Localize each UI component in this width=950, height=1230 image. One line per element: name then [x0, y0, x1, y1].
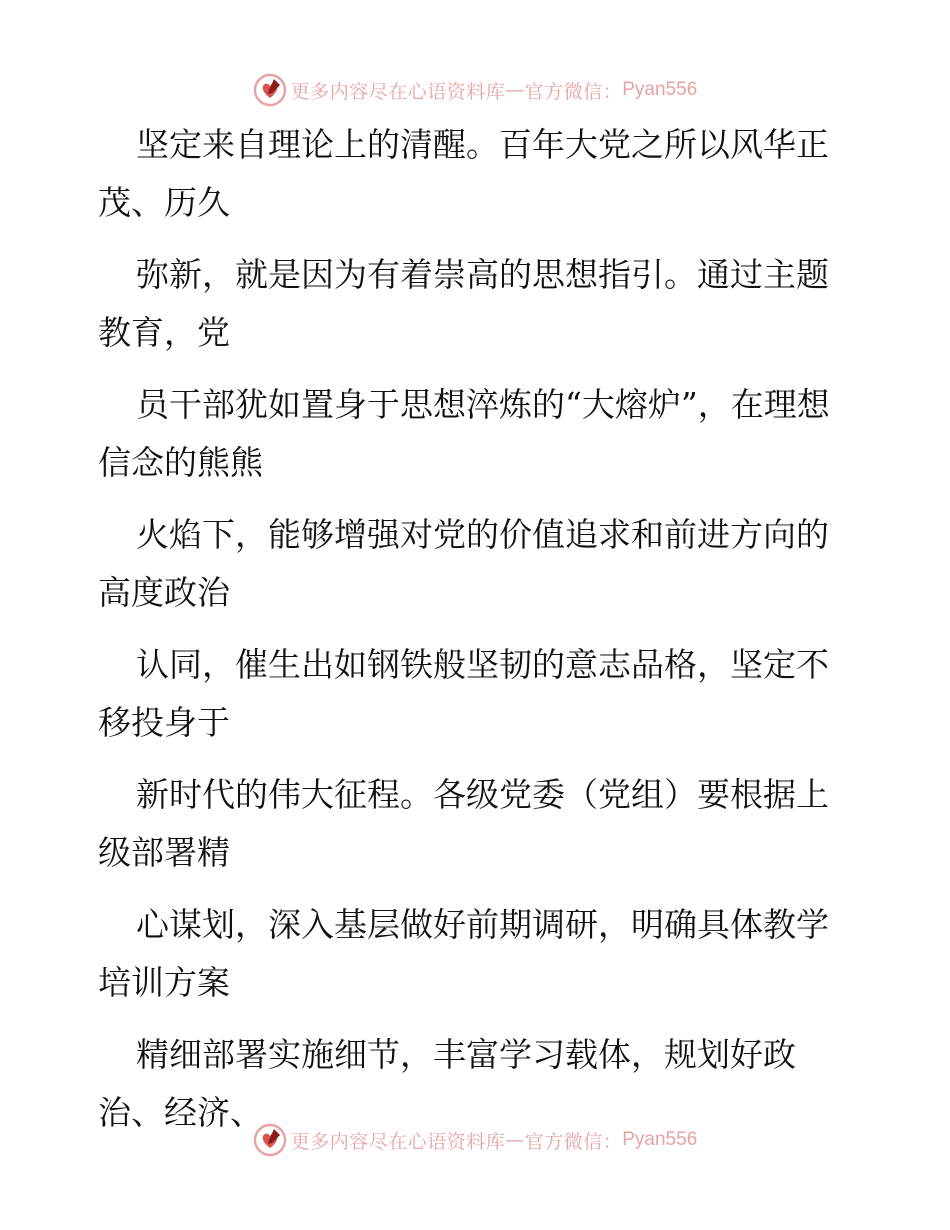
header-brand-text: 更多内容尽在心语资料库 [290, 80, 506, 103]
header-wechat-id: Pyan556 [622, 79, 698, 100]
footer-watermark [0, 1120, 950, 1160]
footer-wechat-label: 官方微信： [524, 1130, 623, 1153]
footer-brand-text: 更多内容尽在心语资料库 [290, 1130, 506, 1153]
header-dash: — [505, 79, 525, 101]
paragraph-line-3: 员干部犹如置身于思想淬炼的“大熔炉”，在理想信念的熊熊 [98, 385, 830, 482]
footer-wechat-id: Pyan556 [622, 1129, 698, 1150]
paragraph-line-2: 弥新，就是因为有着崇高的思想指引。通过主题教育，党 [98, 255, 829, 352]
paragraph-line-7: 心谋划，深入基层做好前期调研，明确具体教学培训方案 [98, 905, 829, 1002]
paragraph-line-5: 认同，催生出如钢铁般坚韧的意志品格，坚定不移投身于 [98, 645, 829, 742]
heart-pen-logo-icon [253, 1123, 287, 1157]
heart-pen-logo-icon [253, 73, 287, 107]
paragraph-line-6: 新时代的伟大征程。各级党委（党组）要根据上级部署精 [98, 775, 829, 872]
document-body [98, 116, 858, 1156]
paragraph-line-8: 精细部署实施细节，丰富学习载体，规划好政治、经济、 [98, 1035, 796, 1132]
header-wechat-label: 官方微信： [524, 80, 623, 103]
paragraph-line-4: 火焰下，能够增强对党的价值追求和前进方向的高度政治 [98, 515, 829, 612]
paragraph-line-1: 坚定来自理论上的清醒。百年大党之所以风华正茂、历久 [98, 125, 829, 222]
header-watermark [0, 70, 950, 110]
footer-dash: — [505, 1129, 525, 1151]
